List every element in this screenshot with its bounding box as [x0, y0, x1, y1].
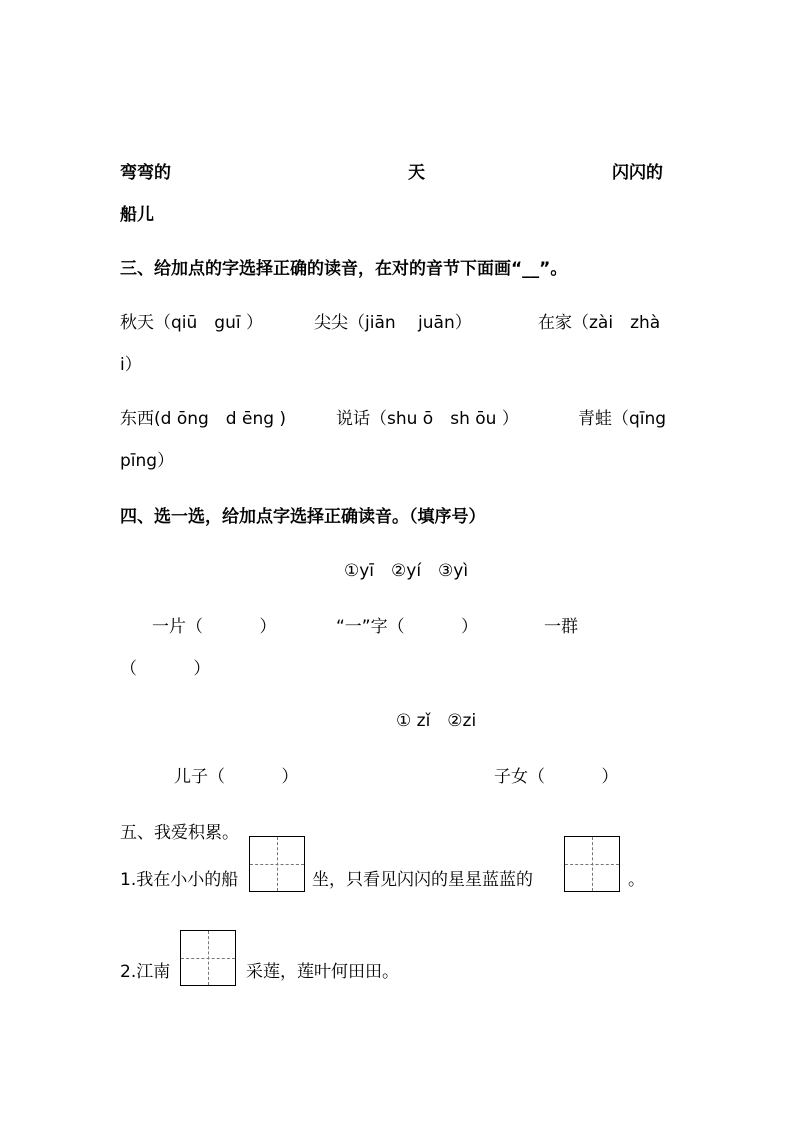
s5-item2-before: 2.江南: [120, 962, 171, 982]
tianzige-box-1[interactable]: [249, 836, 305, 892]
s4-item-yiqun: 一群: [544, 617, 578, 637]
s4-item-zinv: 子女（ ）: [494, 767, 619, 787]
phrase-chuaner: 船儿: [120, 205, 154, 225]
phrase-tian: 天: [408, 163, 425, 183]
tianzige-box-2[interactable]: [564, 836, 620, 892]
tianzige-box-3[interactable]: [180, 930, 236, 986]
s5-item2-after: 采莲，莲叶何田田。: [246, 962, 399, 982]
s3-item-qingwa: 青蛙（qīng: [578, 409, 667, 429]
section5-title: 五、我爱积累。: [120, 823, 239, 843]
s5-item1-before: 1.我在小小的船: [120, 870, 239, 890]
s4-options-zi: ① zǐ ②zi: [396, 711, 477, 731]
s3-item-jianjian: 尖尖（jiān juān）: [314, 313, 472, 333]
s3-item-zaijia-wrap: i）: [120, 355, 142, 375]
phrase-shanshan: 闪闪的: [612, 163, 663, 183]
section4-title: 四、选一选，给加点字选择正确读音。（填序号）: [120, 507, 486, 527]
s4-item-yizi: “一”字（ ）: [336, 617, 479, 637]
s4-item-yipian: 一片（ ）: [152, 617, 277, 637]
s4-options-yi: ①yī ②yí ③yì: [344, 561, 469, 581]
s4-item-erzi: 儿子（ ）: [174, 767, 299, 787]
s3-item-qiutian: 秋天（qiū guī ）: [120, 313, 263, 333]
s5-item1-middle: 坐，只看见闪闪的星星蓝蓝的: [312, 870, 533, 890]
s4-item-yiqun-wrap: （ ）: [120, 659, 211, 679]
s3-item-qingwa-wrap: pīng）: [120, 451, 175, 471]
phrase-wanwan: 弯弯的: [120, 163, 171, 183]
s3-item-dongxi: 东西(d ōng d ēng ): [120, 409, 287, 429]
s3-item-shuohua: 说话（shu ō sh ōu ）: [336, 409, 519, 429]
s5-item1-after: 。: [628, 870, 645, 890]
s3-item-zaijia: 在家（zài zhà: [538, 313, 661, 333]
section3-title: 三、给加点的字选择正确的读音，在对的音节下面画“__”。: [120, 259, 568, 279]
